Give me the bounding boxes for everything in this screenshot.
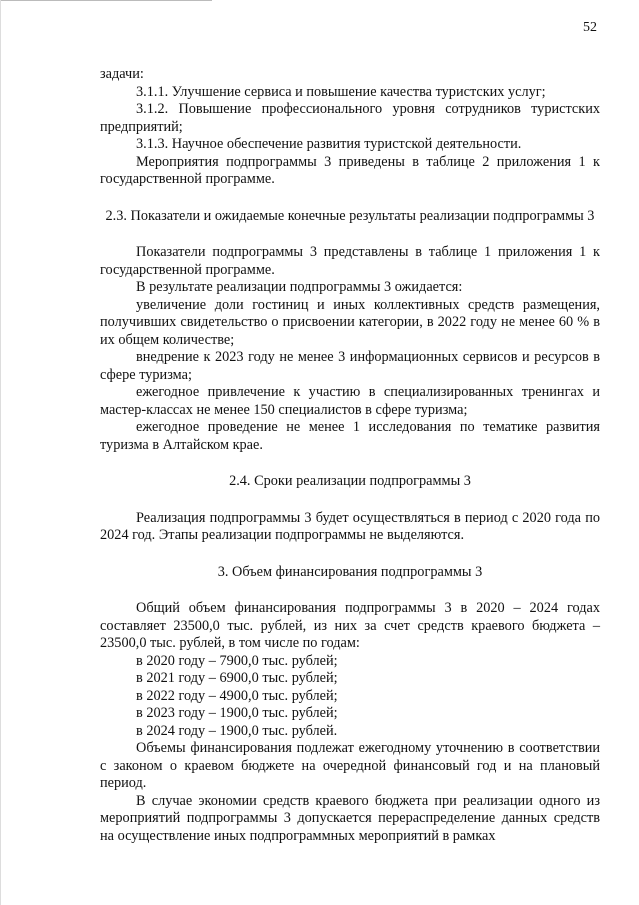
section-heading-2-4: 2.4. Сроки реализации подпрограммы 3	[229, 473, 471, 489]
section-heading-2-3: 2.3. Показатели и ожидаемые конечные результаты реализации подпрограммы 3	[105, 207, 595, 224]
result-item-research: ежегодное проведение не менее 1 исследования по тематике развития туризма в Алтайском крае.	[100, 419, 600, 453]
paragraph-funding-redistribution: В случае экономии средств краевого бюджета при реализации одного из мероприятий подпрограммы 3 допускается перераспределение данных средств на осуществление иных подпрограммных мероприятий в рамках	[100, 792, 600, 844]
result-item-services: внедрение к 2023 году не менее 3 информационных сервисов и ресурсов в сфере туризма;	[100, 349, 600, 383]
paragraph-funding-adjustment: Объемы финансирования подлежат ежегодному уточнению в соответствии с законом о краевом бюджете на очередной финансовый год и на плановый период.	[100, 740, 600, 791]
paragraph-indicators: Показатели подпрограммы 3 представлены в таблице 1 приложения 1 к государственной программе.	[100, 244, 600, 278]
document-body	[100, 66, 600, 845]
funding-year-2024: в 2024 году – 1900,0 тыс. рублей.	[136, 722, 338, 739]
scan-edge-top	[0, 0, 212, 1]
task-item-3-1-1: 3.1.1. Улучшение сервиса и повышение качества туристских услуг;	[136, 83, 546, 100]
funding-year-2023: в 2023 году – 1900,0 тыс. рублей;	[136, 705, 338, 721]
result-item-trainings: ежегодное привлечение к участию в специализированных тренингах и мастер-классах не менее 150 специалистов в сфере туризма;	[100, 384, 600, 418]
paragraph-timeline: Реализация подпрограммы 3 будет осуществляться в период с 2020 года по 2024 год. Этапы реализации подпрограммы не выделяются.	[100, 509, 600, 543]
result-item-hotels: увеличение доли гостиниц и иных коллективных средств размещения, получивших свидетельство о присвоении категории, в 2022 году не менее 60 % в их общем количестве;	[100, 296, 600, 348]
task-item-3-1-2: 3.1.2. Повышение профессионального уровня сотрудников туристских предприятий;	[100, 101, 600, 135]
paragraph-tasks-label: задачи:	[100, 66, 144, 82]
funding-year-2020: в 2020 году – 7900,0 тыс. рублей;	[136, 652, 338, 669]
paragraph-expected: В результате реализации подпрограммы 3 ожидается:	[136, 279, 463, 295]
page-number: 52	[583, 20, 597, 35]
funding-year-2022: в 2022 году – 4900,0 тыс. рублей;	[136, 687, 338, 704]
section-heading-3: 3. Объем финансирования подпрограммы 3	[217, 563, 483, 580]
paragraph-measures: Мероприятия подпрограммы 3 приведены в таблице 2 приложения 1 к государственной программе.	[100, 153, 600, 187]
scan-edge-left	[0, 0, 1, 905]
task-item-3-1-3: 3.1.3. Научное обеспечение развития туристской деятельности.	[136, 136, 522, 152]
paragraph-funding-total: Общий объем финансирования подпрограммы 3 в 2020 – 2024 годах составляет 23500,0 тыс. рублей, из них за счет средств краевого бюджета – 23500,0 тыс. рублей, в том числе по годам:	[100, 600, 600, 651]
funding-year-2021: в 2021 году – 6900,0 тыс. рублей;	[136, 670, 338, 686]
